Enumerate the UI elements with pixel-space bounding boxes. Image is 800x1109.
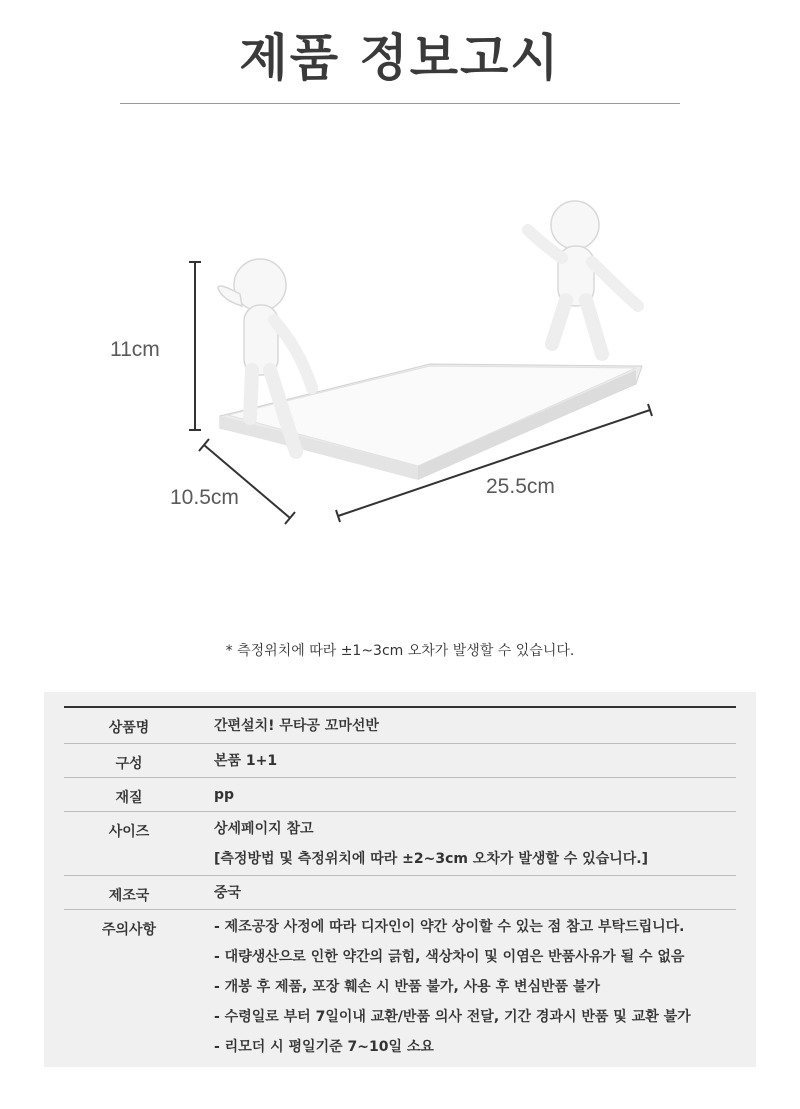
spec-value-line: - 개봉 후 제품, 포장 훼손 시 반품 불가, 사용 후 변심반품 불가 xyxy=(214,979,600,995)
spec-value-line: - 리모더 시 평일기준 7~10일 소요 xyxy=(214,1039,434,1055)
right-figure xyxy=(528,201,638,354)
spec-key: 구성 xyxy=(115,756,143,772)
spec-key: 사이즈 xyxy=(108,824,150,840)
page-title: 제품 정보고시 xyxy=(239,29,561,87)
width-dimension-label: 25.5cm xyxy=(486,475,555,498)
spec-value-line: 상세페이지 참고 xyxy=(214,821,314,837)
depth-dimension-label: 10.5cm xyxy=(170,486,239,509)
spec-value-line: - 대량생산으로 인한 약간의 긁힘, 색상차이 및 이염은 반품사유가 될 수 없음 xyxy=(214,949,685,965)
spec-key: 주의사항 xyxy=(101,922,157,938)
spec-value xyxy=(194,910,736,1060)
spec-row-composition xyxy=(64,744,736,778)
spec-row-product-name xyxy=(64,708,736,744)
measurement-notice: * 측정위치에 따라 ±1~3cm 오차가 발생할 수 있습니다. xyxy=(225,643,575,659)
spec-value xyxy=(194,744,736,777)
spec-key: 제조국 xyxy=(108,888,150,904)
spec-row-country xyxy=(64,876,736,910)
spec-key: 재질 xyxy=(115,790,143,806)
spec-value xyxy=(194,708,736,743)
product-image xyxy=(100,170,700,550)
spec-value-line: [측정방법 및 측정위치에 따라 ±2~3cm 오차가 발생할 수 있습니다.] xyxy=(214,851,648,867)
spec-value xyxy=(194,778,736,811)
height-dimension-label: 11cm xyxy=(110,338,160,361)
spec-value-line: - 수령일로 부터 7일이내 교환/반품 의사 전달, 기간 경과시 반품 및 교환 불가 xyxy=(214,1009,691,1025)
spec-row-material xyxy=(64,778,736,812)
spec-key: 상품명 xyxy=(108,720,150,736)
spec-value-line: - 제조공장 사정에 따라 디자인이 약간 상이할 수 있는 점 참고 부탁드립니다. xyxy=(214,919,685,935)
title-divider xyxy=(120,103,680,104)
spec-value-line: 간편설치! 무타공 꼬마선반 xyxy=(214,718,379,734)
spec-row-cautions xyxy=(64,910,736,1060)
spec-value-line: 본품 1+1 xyxy=(214,753,278,769)
spec-value xyxy=(194,876,736,909)
spec-panel xyxy=(44,692,756,1067)
spec-row-size xyxy=(64,812,736,876)
spec-value xyxy=(194,812,736,875)
spec-table xyxy=(64,706,736,1060)
spec-value-line: pp xyxy=(214,787,235,803)
spec-value-line: 중국 xyxy=(214,885,242,901)
